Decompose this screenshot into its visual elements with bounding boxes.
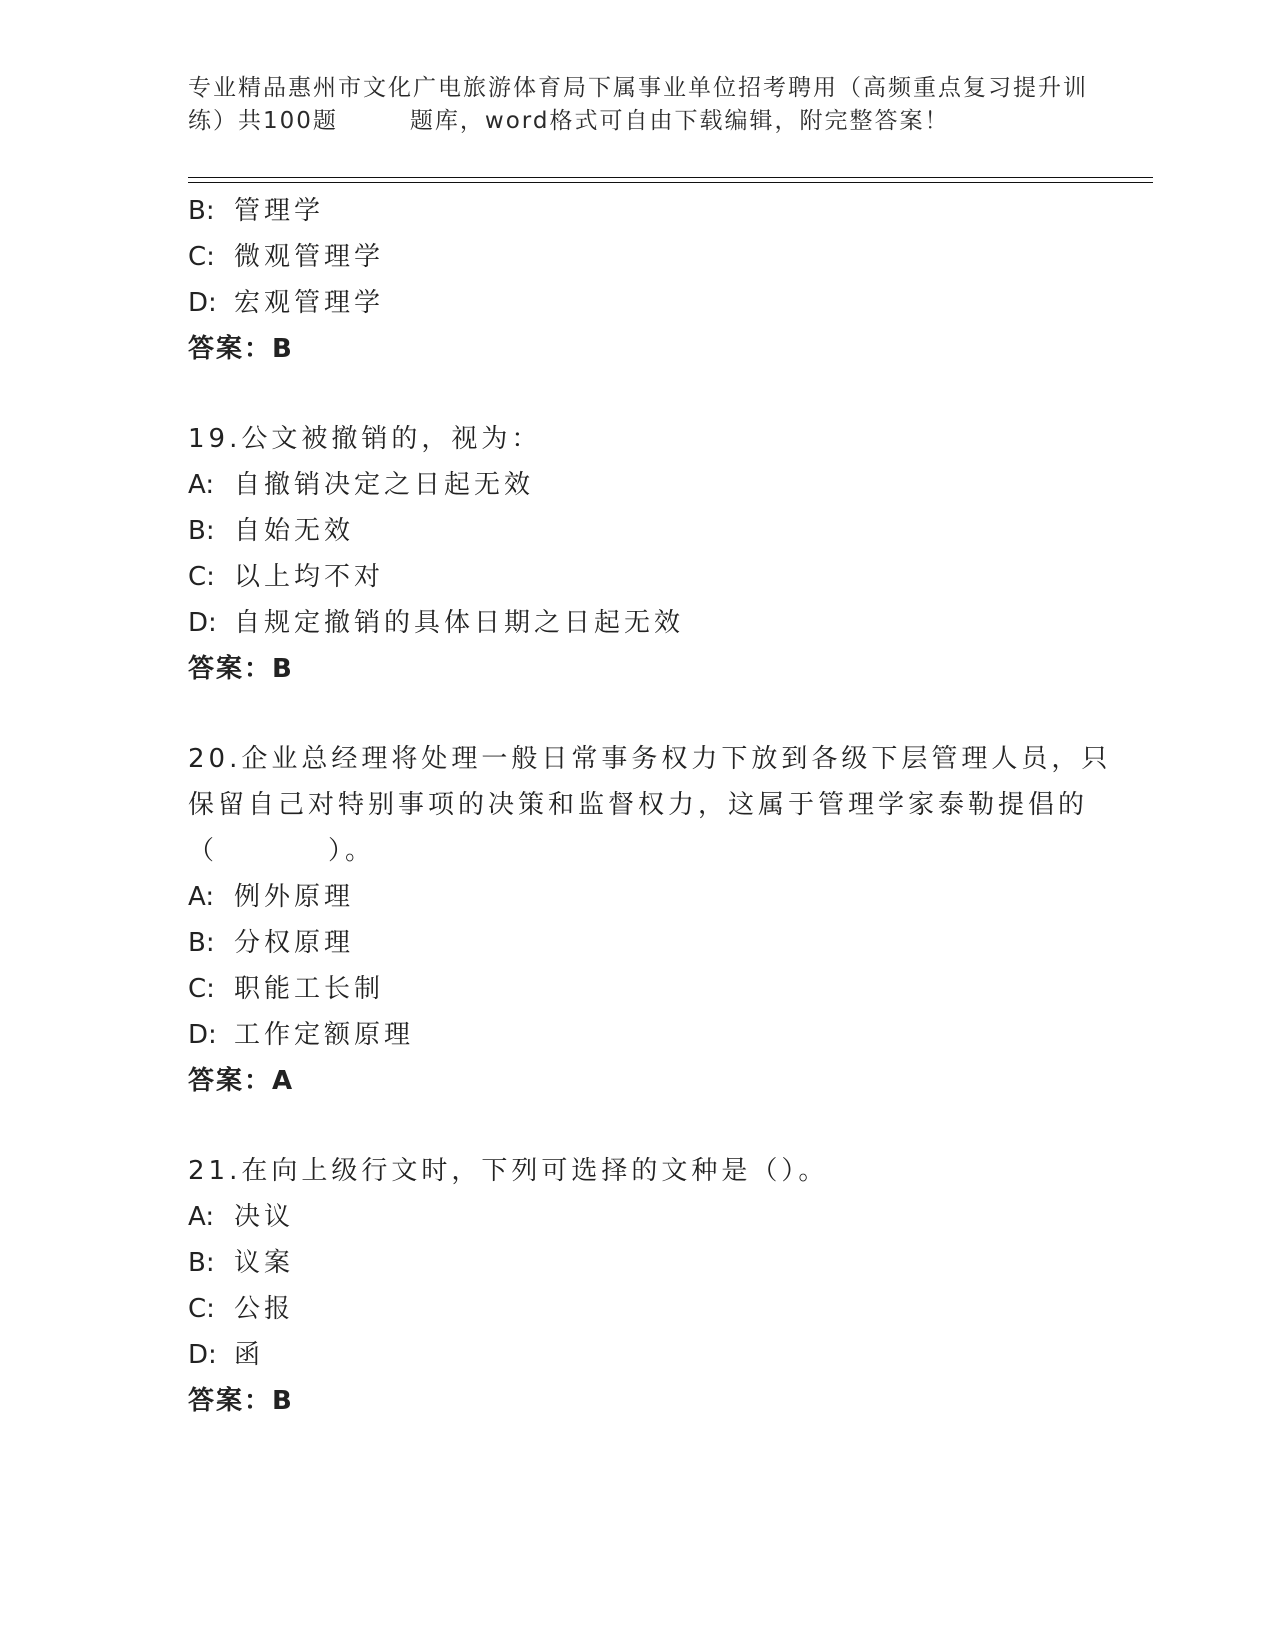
option-d [188,1012,1088,1058]
option-text: 分权原理 [234,928,355,958]
option-letter: A: [188,882,215,912]
option-text: 宏观管理学 [234,288,385,318]
question-text-line-1: 20.企业总经理将处理一般日常事务权力下放到各级下层管理人员，只 [188,744,1112,774]
question-block-19 [188,416,1088,692]
option-a [188,462,1088,508]
option-text: 以上均不对 [234,562,385,592]
option-letter: A: [188,1202,215,1232]
paren-open: （ [188,836,219,866]
answer-label: 答案： [188,1066,273,1096]
option-letter: B: [188,196,215,226]
question-text: 19.公文被撤销的，视为： [188,424,542,454]
question-text: 21.在向上级行文时，下列可选择的文种是（）。 [188,1156,829,1186]
answer-label: 答案： [188,654,273,684]
option-text: 工作定额原理 [234,1020,415,1050]
option-letter: D: [188,1340,217,1370]
option-text: 微观管理学 [234,242,385,272]
answer-value: B [272,334,294,364]
option-b [188,188,1088,234]
option-text: 自撤销决定之日起无效 [234,470,535,500]
paren-close: ）。 [328,836,376,866]
answer-line [188,326,1088,372]
option-text: 自始无效 [234,516,355,546]
option-b [188,1240,1088,1286]
header-divider-bottom [188,182,1153,183]
option-text: 自规定撤销的具体日期之日起无效 [234,608,685,638]
option-a [188,1194,1088,1240]
question-block-21 [188,1148,1088,1424]
option-text: 公报 [234,1294,295,1324]
question-text-line-2: 保留自己对特别事项的决策和监督权力，这属于管理学家泰勒提倡的 [188,790,1089,820]
answer-line [188,1058,1088,1104]
header-divider-top [188,177,1153,178]
header-line-1: 专业精品惠州市文化广电旅游体育局下属事业单位招考聘用（高频重点复习提升训 [188,75,1088,101]
option-text: 职能工长制 [234,974,385,1004]
option-letter: B: [188,516,215,546]
option-letter: C: [188,242,215,272]
option-d [188,1332,1088,1378]
question-list [188,188,1112,1468]
header-line-2-part-b: 题库，word格式可自由下载编辑，附完整答案！ [409,108,950,134]
question-text-line-3 [188,828,1088,874]
option-letter: D: [188,288,217,318]
option-letter: B: [188,928,215,958]
page-header [188,72,1088,138]
option-letter: B: [188,1248,215,1278]
option-text: 议案 [234,1248,295,1278]
answer-value: B [272,1386,294,1416]
option-letter: D: [188,1020,217,1050]
option-c [188,234,1088,280]
option-text: 函 [234,1340,265,1370]
option-d [188,600,1088,646]
option-text: 决议 [234,1202,295,1232]
answer-value: A [272,1066,295,1096]
option-text: 例外原理 [234,882,355,912]
header-line-2 [188,105,1088,138]
option-c [188,1286,1088,1332]
option-letter: C: [188,974,215,1004]
option-letter: C: [188,562,215,592]
option-letter: C: [188,1294,215,1324]
option-text: 管理学 [234,196,325,226]
header-line-2-part-a: 练）共100题 [188,108,338,134]
answer-value: B [272,654,294,684]
option-b [188,920,1088,966]
option-c [188,554,1088,600]
question-block-prev [188,188,1088,372]
option-letter: D: [188,608,217,638]
option-d [188,280,1088,326]
question-block-20 [188,736,1112,1104]
answer-label: 答案： [188,334,273,364]
option-a [188,874,1088,920]
option-letter: A: [188,470,215,500]
option-b [188,508,1088,554]
answer-label: 答案： [188,1386,273,1416]
option-c [188,966,1088,1012]
answer-line [188,646,1088,692]
answer-line [188,1378,1088,1424]
